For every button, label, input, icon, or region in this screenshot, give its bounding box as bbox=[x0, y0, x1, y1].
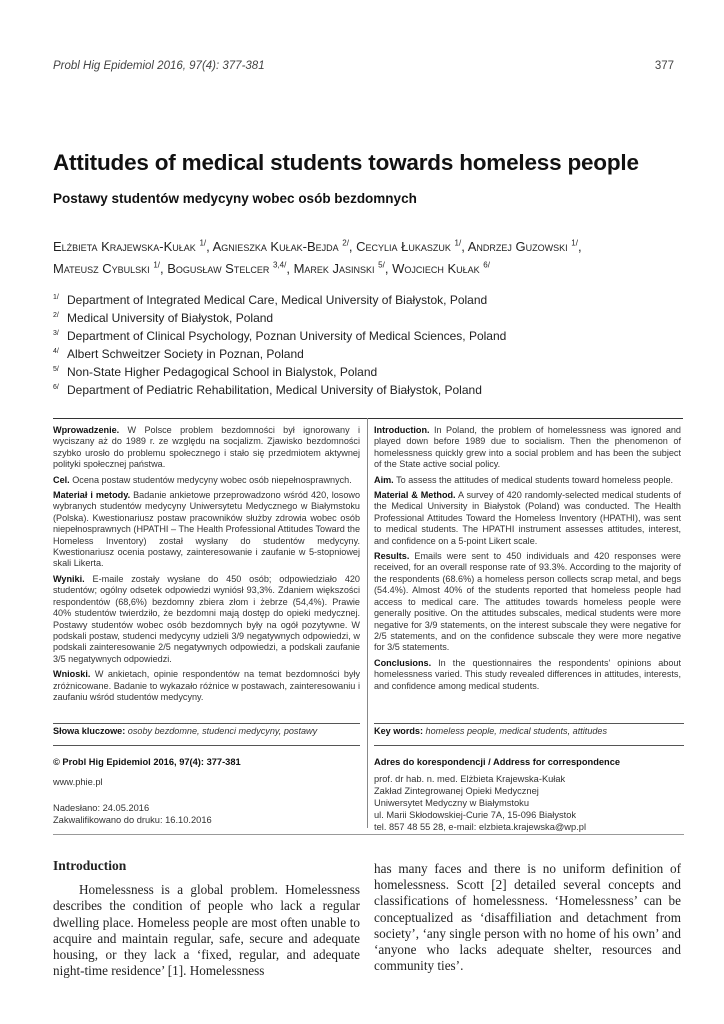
correspondence-line: Zakład Zintegrowanej Opieki Medycznej bbox=[374, 786, 539, 796]
author: Agnieszka Kułak-Bejda $^{2/}$, bbox=[212, 239, 357, 255]
correspondence-line: prof. dr hab. n. med. Elżbieta Krajewska-Kułak bbox=[374, 774, 566, 784]
column-divider bbox=[367, 418, 368, 828]
correspondence-block bbox=[374, 756, 684, 833]
info-rule-left bbox=[53, 745, 360, 746]
section-heading: Introduction bbox=[53, 858, 127, 873]
abstract-paragraph: Materiał i metody. Badanie ankietowe przeprowadzono wśród 420, losowo wybranych studentów medycyny Uniwersytetu Medycznego w Białymstoku (Polska). Kwestionariusz postaw pracowników służby zdrowia wobec osób niepełnosprawnych (HPATHI – The Health Professional Attitudes Toward the Homeless Inventory) został wysłany do studentów medycyny. Kwestionariusz ocenia postawy, zainteresowanie i zaufanie w 5-stopniowej skali Likerta. bbox=[53, 490, 360, 569]
correspondence-line: ul. Marii Skłodowskiej-Curie 7A, 15-096 Białystok bbox=[374, 810, 577, 820]
author: Bogusław Stelcer $^{3,4/}$, bbox=[167, 260, 294, 276]
author: Elżbieta Krajewska-Kułak $^{1/}$, bbox=[53, 239, 213, 255]
body-column-left bbox=[53, 858, 360, 979]
affiliation: $^{5/}$ Non-State Higher Pedagogical School in Bialystok, Poland bbox=[53, 365, 378, 379]
correspondence-heading: Adres do korespondencji / Address for correspondence bbox=[374, 757, 621, 767]
affiliation: $^{3/}$ Department of Clinical Psychology, Poznan University of Medical Sciences, Poland bbox=[53, 329, 507, 343]
affiliation: $^{6/}$ Department of Pediatric Rehabilitation, Medical University of Białystok, Poland bbox=[53, 383, 482, 397]
body-paragraph: Homelessness is a global problem. Homelessness describes the condition of people who lack a regular dwelling place. Homeless people are most often unable to acquire and maintain regular, safe, secure and adequate housing, or they lack a ‘fixed, regular, and adequate night-time residence’ [1]. Homelessness bbox=[53, 882, 360, 979]
affiliation-list bbox=[53, 290, 693, 398]
author: Wojciech Kułak $^{6/}$ bbox=[392, 260, 490, 276]
abstract-paragraph: Wnioski. W ankietach, opinie respondentów na temat bezdomności były zróżnicowane. Badanie to wykazało różnice w postawach, zainteresowaniu i zaufaniu wśród studentów medycyny. bbox=[53, 669, 360, 702]
article-title: Attitudes of medical students towards homeless people bbox=[53, 150, 639, 175]
keywords-rule-right bbox=[374, 723, 684, 724]
correspondence-line: Uniwersytet Medyczny w Białymstoku bbox=[374, 798, 529, 808]
abstract-paragraph: Wyniki. E-maile zostały wysłane do 450 osób; odpowiedziało 420 studentów; ogólny odsetek odpowiedzi wyniósł 93,3%. Zdaniem większości respondentów (68,6%) bezdomny zbiera złom i żebrze (54,4%). Prawie 40% studentów twierdziło, że bezdomni mają dostęp do opieki medycznej. Postawy studentów wobec osób bezdomnych były na ogół pozytywne. W podskali postaw, studenci medycyny udzieli 3/9 negatywnych odpowiedzi, w podskali zainteresowanie 2/5 negatywnych odpowiedzi, a podskali zaufanie 3/5 negatywnych odpowiedzi. bbox=[53, 573, 360, 664]
info-rule-right bbox=[374, 745, 684, 746]
journal-reference: Probl Hig Epidemiol 2016, 97(4): 377-381 bbox=[53, 60, 265, 72]
page-number: 377 bbox=[654, 60, 674, 72]
abstract-paragraph: Introduction. In Poland, the problem of homelessness was ignored and played down before 1989 due to socialism. Then the phenomenon of homelessness quickly grew into a social problem and has been the subject of the State active social policy. bbox=[374, 425, 681, 470]
affiliation: $^{1/}$ Department of Integrated Medical Care, Medical University of Białystok, Poland bbox=[53, 293, 488, 307]
website-link[interactable]: www.phie.pl bbox=[53, 777, 103, 787]
keywords-english: Key words: homeless people, medical students, attitudes bbox=[374, 726, 608, 736]
correspondence-line: tel. 857 48 55 28, e-mail: elzbieta.krajewska@wp.pl bbox=[374, 822, 587, 832]
article-subtitle: Postawy studentów medycyny wobec osób bezdomnych bbox=[53, 191, 417, 206]
abstract-box bbox=[53, 418, 683, 744]
running-header bbox=[53, 60, 674, 78]
received-date: Nadesłano: 24.05.2016 bbox=[53, 803, 150, 813]
abstract-paragraph: Results. Emails were sent to 450 individuals and 420 responses were received, for an overall response rate of 93.3%. According to the majority of the respondents (68.6%) a homeless person collects scrap metal, and begs (54.4%). Almost 40% of the students reported that homeless people had access to medical care. The attitudes towards homeless people were generally positive. On the attitudes subscales, medical students were more negative for 3/9 statements, on the interest subscale they were negative for 2/5 statements, and on the confidence subscale they were more negative for 3/5 statements. bbox=[374, 551, 681, 653]
body-separator bbox=[53, 834, 684, 835]
abstract-paragraph: Conclusions. In the questionnaires the respondents' opinions about homelessness varied. This study revealed differences in attitudes, interests, and confidence among medical students. bbox=[374, 657, 681, 691]
author: Mateusz Cybulski $^{1/}$, bbox=[53, 260, 168, 276]
accepted-date: Zakwalifikowano do druku: 16.10.2016 bbox=[53, 815, 212, 825]
article-info bbox=[53, 756, 360, 826]
abstract-paragraph: Cel. Ocena postaw studentów medycyny wobec osób niepełnosprawnych. bbox=[53, 474, 352, 485]
author: Andrzej Guzowski $^{1/}$, bbox=[467, 239, 582, 255]
affiliation: $^{2/}$ Medical University of Białystok, Poland bbox=[53, 311, 274, 325]
keywords-rule-left bbox=[53, 723, 360, 724]
keywords-polish: Słowa kluczowe: osoby bezdomne, studenci medycyny, postawy bbox=[53, 726, 318, 736]
author: Marek Jasinski $^{5/}$, bbox=[293, 260, 393, 276]
affiliation: $^{4/}$ Albert Schweitzer Society in Poznan, Poland bbox=[53, 347, 304, 361]
author: Cecylia Łukaszuk $^{1/}$, bbox=[356, 239, 468, 255]
abstract-paragraph: Wprowadzenie. W Polsce problem bezdomności był ignorowany i wyciszany aż do 1989 r. ze względu na socjalizm. Zjawisko bezdomności szybko urosło do problemu społecznego i stało się przedmiotem aktywnej polityki społecznej państwa. bbox=[53, 425, 360, 470]
body-paragraph: has many faces and there is no uniform definition of homelessness. Scott [2] detailed several concepts and classifications of homelessness. ‘Homelessness’ can be conceptualized as ‘disaffiliation and detachment from society’, ‘any single person with no home of his own’ and ‘anyone who lacks adequate shelter, resources and community ties’. bbox=[374, 861, 681, 974]
author-list bbox=[53, 235, 693, 278]
abstract-polish bbox=[53, 425, 360, 707]
abstract-paragraph: Aim. To assess the attitudes of medical students toward homeless people. bbox=[374, 474, 674, 485]
citation: © Probl Hig Epidemiol 2016, 97(4): 377-381 bbox=[53, 757, 241, 767]
body-column-right bbox=[374, 861, 681, 974]
abstract-english bbox=[374, 425, 681, 696]
abstract-paragraph: Material & Method. A survey of 420 randomly-selected medical students of the Medical University in Białystok (Poland) was conducted. The Health Professional Attitudes Toward the Homeless Inventory (HPATHI), was sent to medical students. The HPATHI instrument assesses attitudes, interest, and confidence on a 5-point Likert scale. bbox=[374, 490, 681, 546]
